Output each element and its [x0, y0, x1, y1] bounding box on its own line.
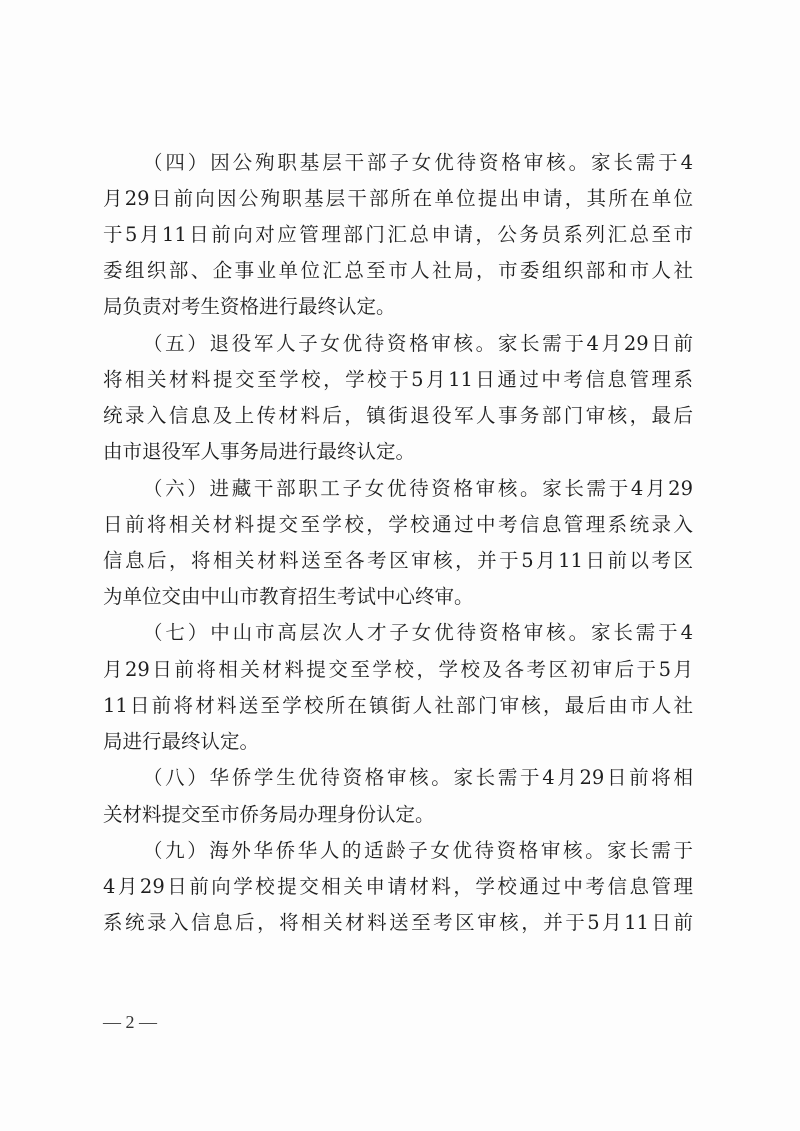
paragraph-9-line-1: （九）海外华侨华人的适龄子女优待资格审核。家长需于 — [143, 839, 693, 862]
paragraph-5-line-1: （五）退役军人子女优待资格审核。家长需于4月29日前 — [143, 332, 693, 355]
paragraph-5-line-4: 由市退役军人事务局进行最终认定。 — [103, 440, 416, 463]
paragraph-6-line-1: （六）进藏干部职工子女优待资格审核。家长需于4月29 — [143, 477, 693, 500]
paragraph-6-line-3: 信息后，将相关材料送至各考区审核，并于5月11日前以考区 — [103, 549, 693, 572]
paragraph-7-line-3: 11日前将材料送至学校所在镇街人社部门审核，最后由市人社 — [103, 694, 693, 717]
paragraph-6-line-4: 为单位交由中山市教育招生考试中心终审。 — [103, 585, 474, 608]
paragraph-4-line-4: 委组织部、企事业单位汇总至市人社局，市委组织部和市人社 — [103, 259, 693, 282]
paragraph-9-line-2: 4月29日前向学校提交相关申请材料，学校通过中考信息管理 — [103, 875, 693, 898]
paragraph-4-line-3: 于5月11日前向对应管理部门汇总申请，公务员系列汇总至市 — [103, 223, 693, 246]
paragraph-8-line-2: 关材料提交至市侨务局办理身份认定。 — [103, 803, 435, 826]
paragraph-5-line-2: 将相关材料提交至学校，学校于5月11日通过中考信息管理系 — [103, 368, 693, 391]
paragraph-7-line-1: （七）中山市高层次人才子女优待资格审核。家长需于4 — [143, 621, 693, 644]
paragraph-4-line-1: （四）因公殉职基层干部子女优待资格审核。家长需于4 — [143, 151, 693, 174]
paragraph-9-line-3: 系统录入信息后，将相关材料送至考区审核，并于5月11日前 — [103, 911, 693, 934]
paragraph-4-line-2: 月29日前向因公殉职基层干部所在单位提出申请，其所在单位 — [103, 187, 693, 210]
paragraph-8-line-1: （八）华侨学生优待资格审核。家长需于4月29日前将相 — [143, 766, 693, 789]
paragraph-5-line-3: 统录入信息及上传材料后，镇街退役军人事务部门审核，最后 — [103, 404, 693, 427]
paragraph-4-line-5: 局负责对考生资格进行最终认定。 — [103, 295, 396, 318]
page-number: — 2 — — [103, 1012, 157, 1032]
paragraph-7-line-4: 局进行最终认定。 — [103, 730, 260, 753]
paragraph-6-line-2: 日前将相关材料提交至学校，学校通过中考信息管理系统录入 — [103, 513, 693, 536]
paragraph-7-line-2: 月29日前将相关材料提交至学校，学校及各考区初审后于5月 — [103, 658, 693, 681]
